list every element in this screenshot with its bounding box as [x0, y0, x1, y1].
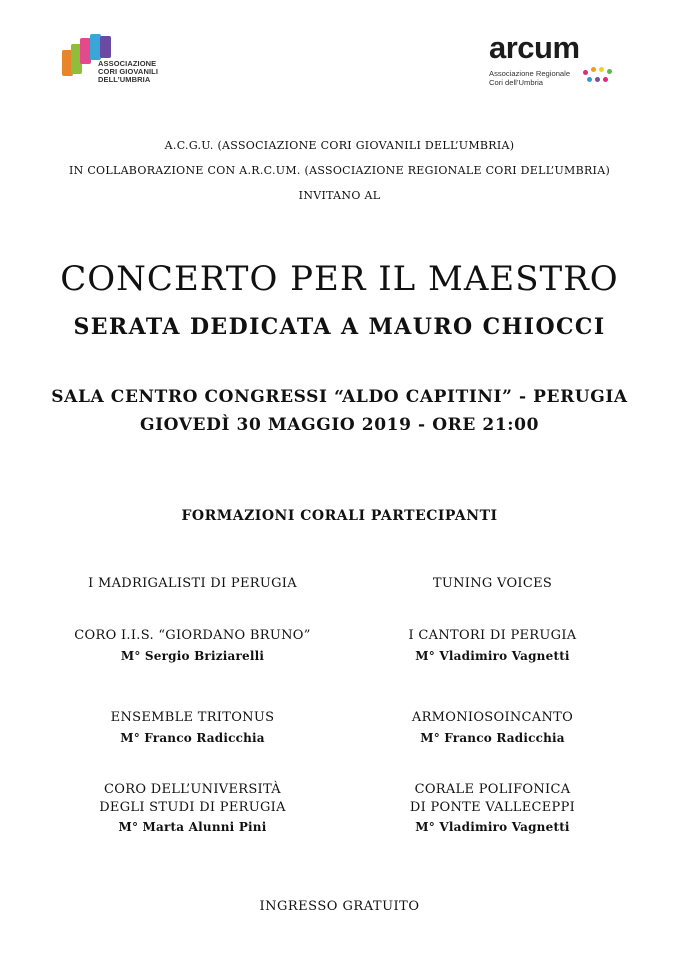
choir-director: M° Vladimiro Vagnetti [415, 820, 570, 834]
choir-left-1 [40, 576, 345, 591]
arcum-logo-subtitle [489, 70, 570, 87]
choir-right-4 [340, 782, 645, 834]
choir-right-1 [340, 576, 645, 591]
choir-left-3 [40, 710, 345, 745]
acgu-logo-text [98, 60, 158, 84]
choir-left-4 [40, 782, 345, 834]
acgu-logo [60, 34, 180, 94]
logo-dot [591, 67, 596, 72]
choir-name: TUNING VOICES [432, 576, 553, 591]
choir-name: I MADRIGALISTI DI PERUGIA [88, 576, 297, 591]
intro-line-2: IN COLLABORAZIONE CON A.R.C.UM. (ASSOCIAZIONE REGIONALE CORI DELL’UMBRIA) [68, 164, 611, 177]
arcum-logo [487, 30, 627, 92]
choir-name: I CANTORI DI PERUGIA [408, 628, 577, 643]
arcum-logo-sub-line-2: Cori dell’Umbria [489, 77, 544, 87]
choir-left-2 [40, 628, 345, 663]
choir-director: M° Franco Radicchia [420, 731, 565, 745]
admission-note: INGRESSO GRATUITO [259, 899, 420, 914]
acgu-logo-line-1: ASSOCIAZIONE [98, 59, 157, 68]
choir-director: M° Marta Alunni Pini [118, 820, 267, 834]
choir-right-3 [340, 710, 645, 745]
acgu-logo-line-2: CORI GIOVANILI [98, 67, 159, 76]
event-subtitle: SERATA DEDICATA A MAURO CHIOCCI [73, 314, 606, 340]
intro-line-1: A.C.G.U. (ASSOCIAZIONE CORI GIOVANILI DELL’UMBRIA) [164, 139, 515, 152]
logo-dot [599, 67, 604, 72]
event-datetime: GIOVEDÌ 30 MAGGIO 2019 - ORE 21:00 [139, 415, 540, 435]
logo-dot [603, 77, 608, 82]
logo-dot [587, 77, 592, 82]
logo-dot [583, 70, 588, 75]
arcum-logo-sub-line-1: Associazione Regionale [489, 69, 571, 78]
arcum-logo-word: arcum [489, 30, 580, 65]
logo-dot [595, 77, 600, 82]
choir-name: DEGLI STUDI DI PERUGIA [99, 800, 286, 815]
choirs-heading: FORMAZIONI CORALI PARTECIPANTI [181, 508, 498, 524]
choir-director: M° Vladimiro Vagnetti [415, 649, 570, 663]
choir-name: ARMONIOSOINCANTO [411, 710, 574, 725]
choir-name: CORO DELL’UNIVERSITÀ [104, 782, 281, 797]
choir-name: CORO I.I.S. “GIORDANO BRUNO” [74, 628, 311, 643]
choir-right-2 [340, 628, 645, 663]
event-venue: SALA CENTRO CONGRESSI “ALDO CAPITINI” - PERUGIA [51, 387, 628, 407]
event-title: CONCERTO PER IL MAESTRO [60, 259, 619, 299]
acgu-logo-line-3: DELL’UMBRIA [98, 75, 151, 84]
logo-figure-purple [100, 36, 111, 58]
choir-name: CORALE POLIFONICA [414, 782, 571, 797]
logo-dot [607, 69, 612, 74]
intro-line-3: INVITANO AL [298, 189, 381, 202]
choir-director: M° Sergio Briziarelli [120, 649, 265, 663]
choir-director: M° Franco Radicchia [120, 731, 265, 745]
choir-name: DI PONTE VALLECEPPI [409, 800, 576, 815]
choir-name: ENSEMBLE TRITONUS [110, 710, 275, 725]
